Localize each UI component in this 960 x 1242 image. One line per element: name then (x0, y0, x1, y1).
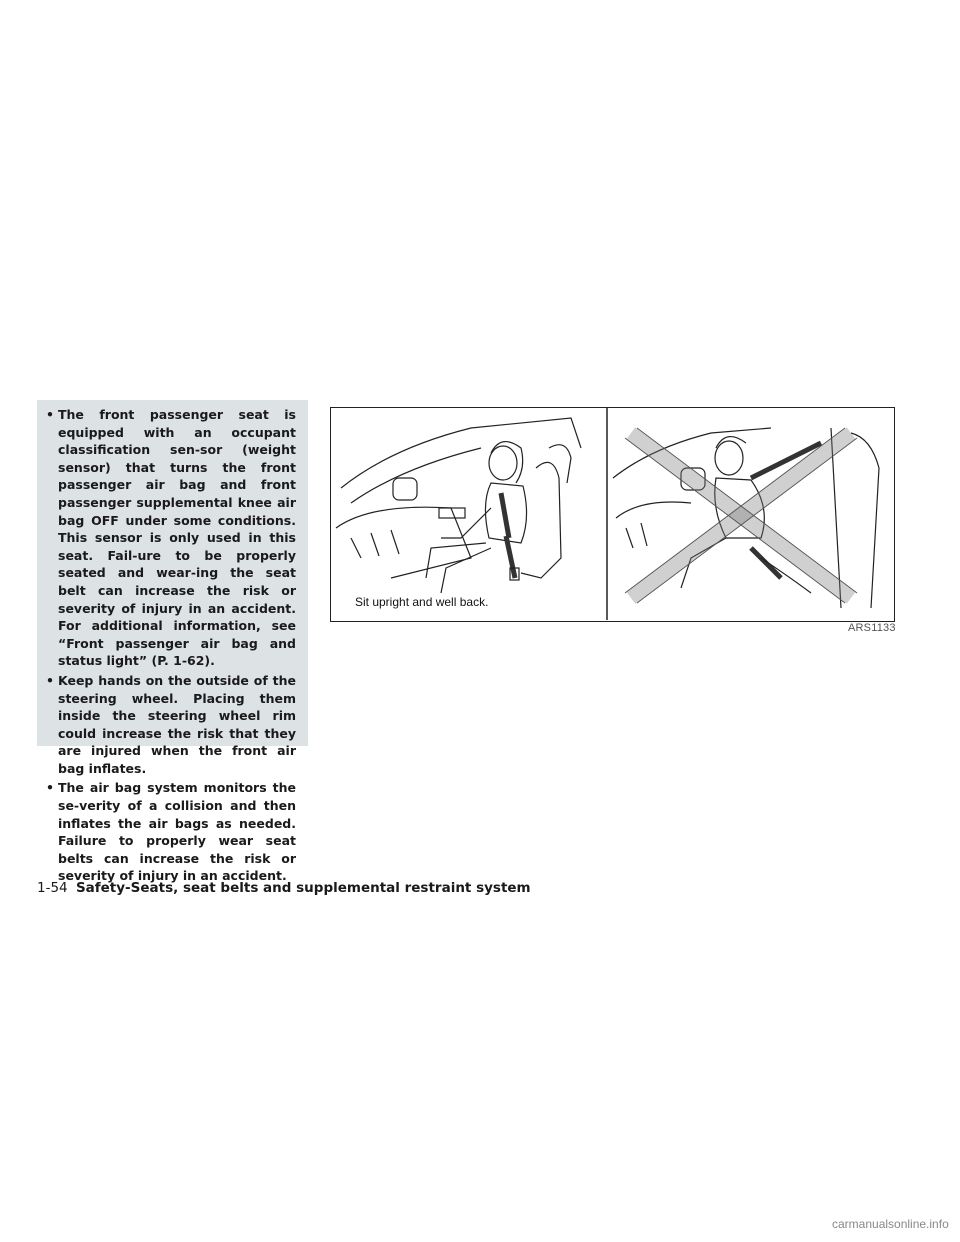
warning-text: The air bag system monitors the se-verity of a collision and then inflates the air bags as needed. Failure to properly wear seat belts can increase the risk or severity of injury in an accident. (58, 780, 296, 884)
warning-text: The front passenger seat is equipped with an occupant classification sen-sor (weight sensor) that turns the front passenger air bag and front passenger supplemental knee air bag OFF under some conditions. This sensor is only used in this seat. Fail-ure to be properly seated and wear-ing the seat belt can increase the risk or severity of injury in an accident. For additional information, see “Front passenger air bag and status light” (P. 1-62). (58, 407, 296, 669)
section-title: Safety-Seats, seat belts and supplemental restraint system (75, 880, 531, 896)
bullet: • (46, 780, 54, 796)
warning-text: Keep hands on the outside of the steering wheel. Placing them inside the steering wheel rim could increase the risk that they are injured when the front air bag inflates. (58, 672, 296, 776)
correct-posture-drawing (336, 418, 581, 593)
figure-code: ARS1133 (848, 622, 896, 634)
bullet: • (46, 407, 54, 422)
page-footer (37, 880, 531, 896)
figure-caption: Sit upright and well back. (355, 595, 489, 609)
warning-list (44, 406, 296, 885)
seating-illustration (330, 407, 895, 622)
illustration-drawing (331, 408, 893, 620)
warning-box (37, 400, 308, 884)
warning-item (44, 672, 296, 778)
warning-item (44, 779, 296, 885)
bullet: • (46, 672, 54, 688)
cross-mark (631, 433, 851, 598)
watermark: carmanualsonline.info (832, 1217, 949, 1231)
page-number: 1-54 (37, 880, 68, 896)
warning-item (44, 406, 296, 670)
